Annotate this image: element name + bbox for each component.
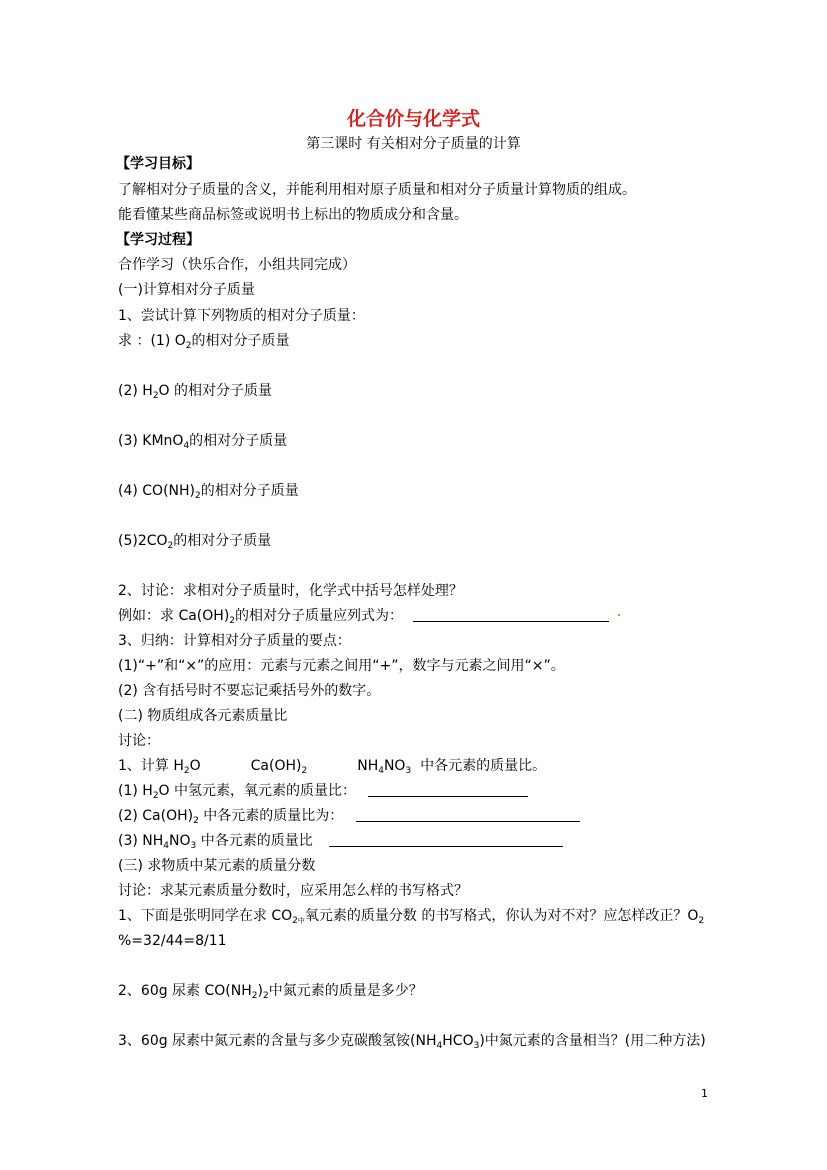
section-3-question-1: 1、下面是张明同学在求 $CO_{2中}$氧元素的质量分数 的书写格式，你认为对不对？应怎样改正？$O_2$	[118, 908, 705, 926]
question-3: 3、归纳：计算相对分子质量的要点：	[118, 633, 351, 649]
answer-blank[interactable]	[329, 832, 563, 847]
question-1-5: $(5)2CO_2$的相对分子质量	[118, 533, 272, 551]
document-title: 化合价与化学式	[346, 108, 480, 130]
section-2-question-1-3: (3) $NH_4NO_3$ 中各元素的质量比	[118, 831, 563, 856]
question-1-4: (4) $CO(NH)_2$的相对分子质量	[118, 483, 299, 501]
section-2-question-1-2: (2) $Ca(OH)_2$ 中各元素的质量比为：	[118, 806, 580, 831]
page-number: 1	[701, 1087, 708, 1100]
document-subtitle: 第三课时 有关相对分子质量的计算	[306, 136, 521, 152]
question-1-3: (3) KMnO$_4$的相对分子质量	[118, 433, 288, 451]
question-1: 1、尝试计算下列物质的相对分子质量：	[118, 308, 365, 324]
section-3-question-2: 2、60g 尿素 $CO(NH_2)_2$中氮元素的质量是多少？	[118, 983, 423, 1001]
process-header: 【学习过程】	[116, 232, 200, 248]
answer-blank[interactable]	[413, 607, 609, 622]
section-3-question-1-cont: %=32/44=8/11	[118, 933, 227, 949]
section-2-question-1-1: (1) $H_2O$ 中氢元素，氧元素的质量比：	[118, 781, 528, 806]
question-3-2: (2) 含有括号时不要忘记乘括号外的数字。	[118, 683, 381, 699]
coop-line: 合作学习（快乐合作，小组共同完成）	[118, 257, 356, 273]
objectives-header: 【学习目标】	[116, 156, 200, 172]
question-2-example: 例如：求 $Ca(OH)_2$的相对分子质量应列式为：	[118, 606, 609, 631]
question-3-1: (1)“+”和“×”的应用：元素与元素之间用“+”，数字与元素之间用“×”。	[118, 658, 565, 674]
answer-blank[interactable]	[368, 782, 528, 797]
stray-dot	[618, 614, 620, 616]
discussion-3: 讨论：求某元素质量分数时，应采用怎么样的书写格式？	[118, 883, 468, 899]
section-1-heading: (一)计算相对分子质量	[118, 282, 255, 298]
objective-2: 能看懂某些商品标签或说明书上标出的物质成分和含量。	[118, 207, 468, 223]
answer-blank[interactable]	[356, 807, 580, 822]
objective-1: 了解相对分子质量的含义，并能利用相对原子质量和相对分子质量计算物质的组成。	[118, 182, 636, 198]
section-3-question-3: 3、60g 尿素中氮元素的含量与多少克碳酸氢铵$(NH_4HCO_3)$中氮元素的含量相当？(用二种方法)	[118, 1033, 706, 1051]
section-2-question-1: 1、计算 $H_2O$ $Ca(OH)_2$ $NH_4NO_3$ 中各元素的质量比。	[118, 758, 547, 776]
question-2: 2、讨论：求相对分子质量时，化学式中括号怎样处理？	[118, 583, 463, 599]
section-3-heading: (三) 求物质中某元素的质量分数	[118, 858, 316, 874]
question-1-2: (2) $H_2O$ 的相对分子质量	[118, 383, 273, 401]
discussion-label: 讨论：	[118, 733, 160, 749]
question-1-1: 求 ：(1) $O_2$的相对分子质量	[118, 333, 290, 351]
section-2-heading: (二) 物质组成各元素质量比	[118, 708, 288, 724]
